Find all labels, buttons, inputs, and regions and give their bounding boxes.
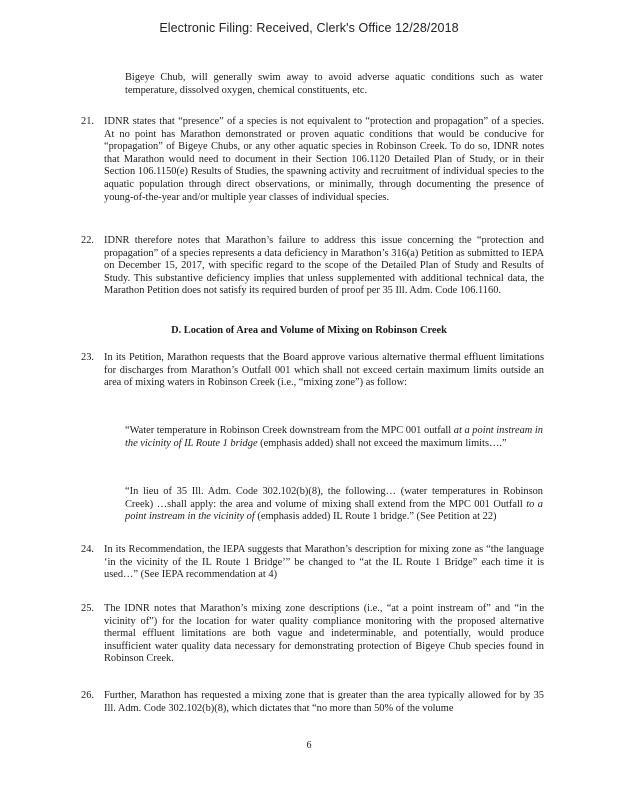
paragraph-number: 22. xyxy=(81,235,94,246)
block-quote-1 xyxy=(125,425,543,450)
quote-emphasis: to a point instream in the vicinity of xyxy=(125,498,543,523)
paragraph-text: IDNR states that “presence” of a species is not equivalent to “protection and propagation” of a species. At no point has Marathon demonstrated or proven aquatic conditions that would be conducive for “propagation” of Bigeye Chubs, or any other aquatic species in Robinson Creek. To do so, IDNR notes that Marathon would need to document in their Section 106.1120 Detailed Plan of Study, or in their Section 106.1150(e) Results of Studies, the spawning activity and recruitment of individual species to the aquatic population through direct observations, or minimally, through documenting the presence of young-of-the-year and/or multiple year classes of individual species. xyxy=(104,116,544,203)
paragraph-26 xyxy=(81,690,544,715)
paragraph-number: 21. xyxy=(81,116,94,127)
paragraph-number: 26. xyxy=(81,690,94,701)
paragraph-number: 23. xyxy=(81,352,94,363)
paragraph-number: 25. xyxy=(81,603,94,614)
quote-emphasis: at a point instream in the vicinity of IL Route 1 bridge xyxy=(125,425,543,449)
block-quote-2 xyxy=(125,486,543,524)
paragraph-24 xyxy=(81,544,544,582)
paragraph-25 xyxy=(81,603,544,666)
quote-text: (emphasis added) IL Route 1 bridge.” (See Petition at 22) xyxy=(254,511,497,523)
section-heading: D. Location of Area and Volume of Mixing on Robinson Creek xyxy=(171,325,447,336)
page-number: 6 xyxy=(306,740,312,751)
paragraph-text: In its Petition, Marathon requests that the Board approve various alternative thermal effluent limitations for discharges from Marathon’s Outfall 001 which shall not exceed certain maximum limits outside an area of mixing waters in Robinson Creek (i.e., “mixing zone”) as follow: xyxy=(104,352,544,389)
paragraph-22 xyxy=(81,235,544,298)
paragraph-23 xyxy=(81,352,544,390)
paragraph-number: 24. xyxy=(81,544,94,555)
paragraph-text: The IDNR notes that Marathon’s mixing zone descriptions (i.e., “at a point instream of” and “in the vicinity of”) for the location for water quality compliance monitoring with the proposed alternative thermal effluent limitations are both vague and indeterminable, and potentially, would produce insufficient water quality data necessary for demonstrating protection of Bigeye Chub species found in Robinson Creek. xyxy=(104,603,544,665)
quote-text: “Water temperature in Robinson Creek downstream from the MPC 001 outfall xyxy=(125,425,454,436)
paragraph-text: Further, Marathon has requested a mixing zone that is greater than the area typically allowed for by 35 Ill. Adm. Code 302.102(b)(8), which dictates that “no more than 50% of the volume xyxy=(104,690,544,714)
paragraph-text: In its Recommendation, the IEPA suggests that Marathon’s description for mixing zone as “the language ‘in the vicinity of the IL Route 1 Bridge’” be changed to “at the IL Route 1 Bridge” each time it is used…” (See IEPA recommendation at 4) xyxy=(104,544,544,581)
continuation-text: Bigeye Chub, will generally swim away to avoid adverse aquatic conditions such as water temperature, dissolved oxygen, chemical constituents, etc. xyxy=(125,72,543,96)
electronic-filing-header: Electronic Filing: Received, Clerk's Office 12/28/2018 xyxy=(159,21,459,35)
paragraph-21 xyxy=(81,116,544,204)
quote-text: (emphasis added) shall not exceed the maximum limits….” xyxy=(257,437,507,449)
paragraph-text: IDNR therefore notes that Marathon’s failure to address this issue concerning the “protection and propagation” of a species represents a data deficiency in Marathon’s 316(a) Petition as submitted to IEPA on December 15, 2017, with specific regard to the scope of the Detailed Plan of Study and Results of Study. This substantive deficiency implies that unless supplemented with additional technical data, the Marathon Petition does not satisfy its required burden of proof per 35 Ill. Adm. Code 106.1160. xyxy=(104,235,544,297)
quote-text: “In lieu of 35 Ill. Adm. Code 302.102(b)(8), the following… (water temperatures in Robinson Creek) …shall apply: the area and volume of mixing shall extend from the MPC 001 Outfall xyxy=(125,486,543,510)
